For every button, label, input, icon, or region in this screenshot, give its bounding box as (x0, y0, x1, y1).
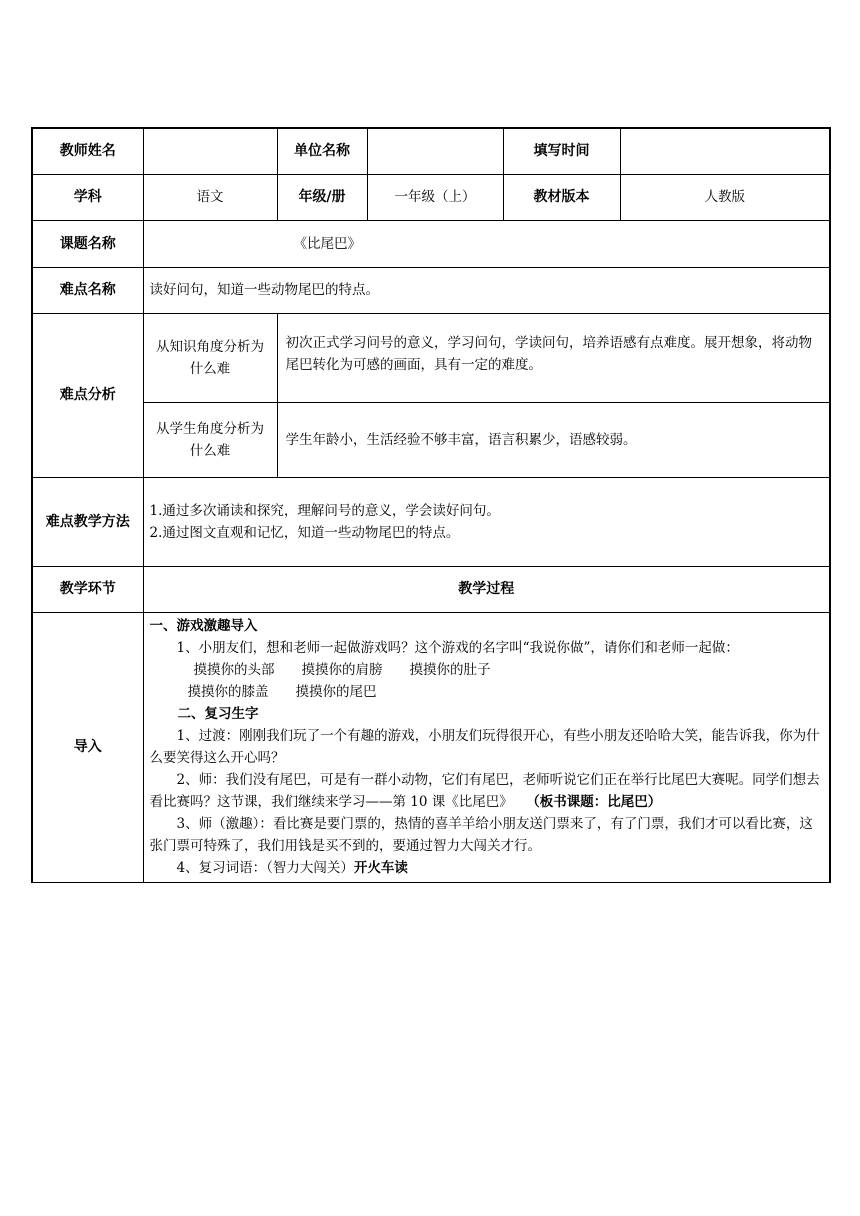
knowledge-angle-label: 从知识角度分析为什么难 (143, 313, 277, 402)
subject-label: 学科 (32, 174, 143, 220)
teacher-name-value (143, 128, 277, 174)
edition-value: 人教版 (620, 174, 830, 220)
difficulty-row (32, 267, 830, 313)
section-2-paragraph-3: 3、师（激趣）：看比赛是要门票的，热情的喜羊羊给小朋友送门票来了，有了门票，我们才可以看比赛，这张门票可特殊了，我们用钱是买不到的，要通过智力大闯关才行。 (149, 815, 813, 854)
student-angle-value: 学生年龄小，生活经验不够丰富，语言积累少，语感较弱。 (277, 402, 830, 477)
method-value (143, 477, 830, 566)
section-2-paragraph-4-text: 4、复习词语：（智力大闯关） (176, 859, 354, 876)
method-row (32, 477, 830, 566)
stage-label: 教学环节 (32, 566, 143, 612)
section-1-title: 一、游戏激趣导入 (149, 617, 258, 634)
section-2-paragraph-4 (150, 857, 824, 879)
section-1-actions-2: 摸摸你的膝盖 摸摸你的尾巴 (187, 683, 377, 700)
grade-value: 一年级（上） (367, 174, 503, 220)
analysis-label: 难点分析 (32, 313, 143, 477)
method-label: 难点教学方法 (32, 477, 143, 566)
process-header-row (32, 566, 830, 612)
section-1-paragraph-1: 1、小朋友们，想和老师一起做游戏吗？这个游戏的名字叫“我说你做”，请你们和老师一起做： (176, 639, 739, 656)
lesson-plan-page (31, 127, 829, 883)
unit-name-value (367, 128, 503, 174)
section-2-paragraph-2-text: 2、师：我们没有尾巴，可是有一群小动物，它们有尾巴，老师听说它们正在举行比尾巴大赛呢。同学们想去看比赛吗？这节课，我们继续来学习——第 10 课《比尾巴》 (149, 771, 820, 810)
fill-date-value (620, 128, 830, 174)
process-label: 教学过程 (143, 566, 830, 612)
section-1-actions-1: 摸摸你的头部 摸摸你的肩膀 摸摸你的肚子 (193, 661, 491, 678)
analysis-student-row (32, 402, 830, 477)
topic-value: 《比尾巴》 (143, 220, 830, 267)
fill-date-label: 填写时间 (503, 128, 620, 174)
edition-label: 教材版本 (503, 174, 620, 220)
teacher-name-label: 教师姓名 (32, 128, 143, 174)
subject-row (32, 174, 830, 220)
difficulty-value: 读好问句，知道一些动物尾巴的特点。 (143, 267, 830, 313)
lesson-plan-table (31, 127, 831, 883)
grade-label: 年级/册 (277, 174, 367, 220)
analysis-knowledge-row (32, 313, 830, 402)
topic-label: 课题名称 (32, 220, 143, 267)
topic-row (32, 220, 830, 267)
intro-content (143, 612, 830, 882)
method-line-1: 1.通过多次诵读和探究，理解问号的意义，学会读好问句。 (149, 502, 500, 519)
train-reading-note: 开火车读 (353, 859, 408, 876)
header-row (32, 128, 830, 174)
unit-name-label: 单位名称 (277, 128, 367, 174)
difficulty-label: 难点名称 (32, 267, 143, 313)
student-angle-label: 从学生角度分析为什么难 (143, 402, 277, 477)
board-title-note: （板书课题：比尾巴） (533, 793, 662, 810)
section-2-paragraph-1: 1、过渡：刚刚我们玩了一个有趣的游戏，小朋友们玩得很开心，有些小朋友还哈哈大笑，能告诉我，你为什么要笑得这么开心吗？ (149, 727, 820, 766)
section-2-paragraph-2 (150, 769, 824, 813)
intro-row (32, 612, 830, 882)
method-line-2: 2.通过图文直观和记忆，知道一些动物尾巴的特点。 (149, 524, 460, 541)
intro-label: 导入 (32, 612, 143, 882)
section-2-title: 二、复习生字 (177, 705, 259, 722)
knowledge-angle-value: 初次正式学习问号的意义，学习问句，学读问句，培养语感有点难度。展开想象，将动物尾巴转化为可感的画面，具有一定的难度。 (277, 313, 830, 402)
subject-value: 语文 (143, 174, 277, 220)
